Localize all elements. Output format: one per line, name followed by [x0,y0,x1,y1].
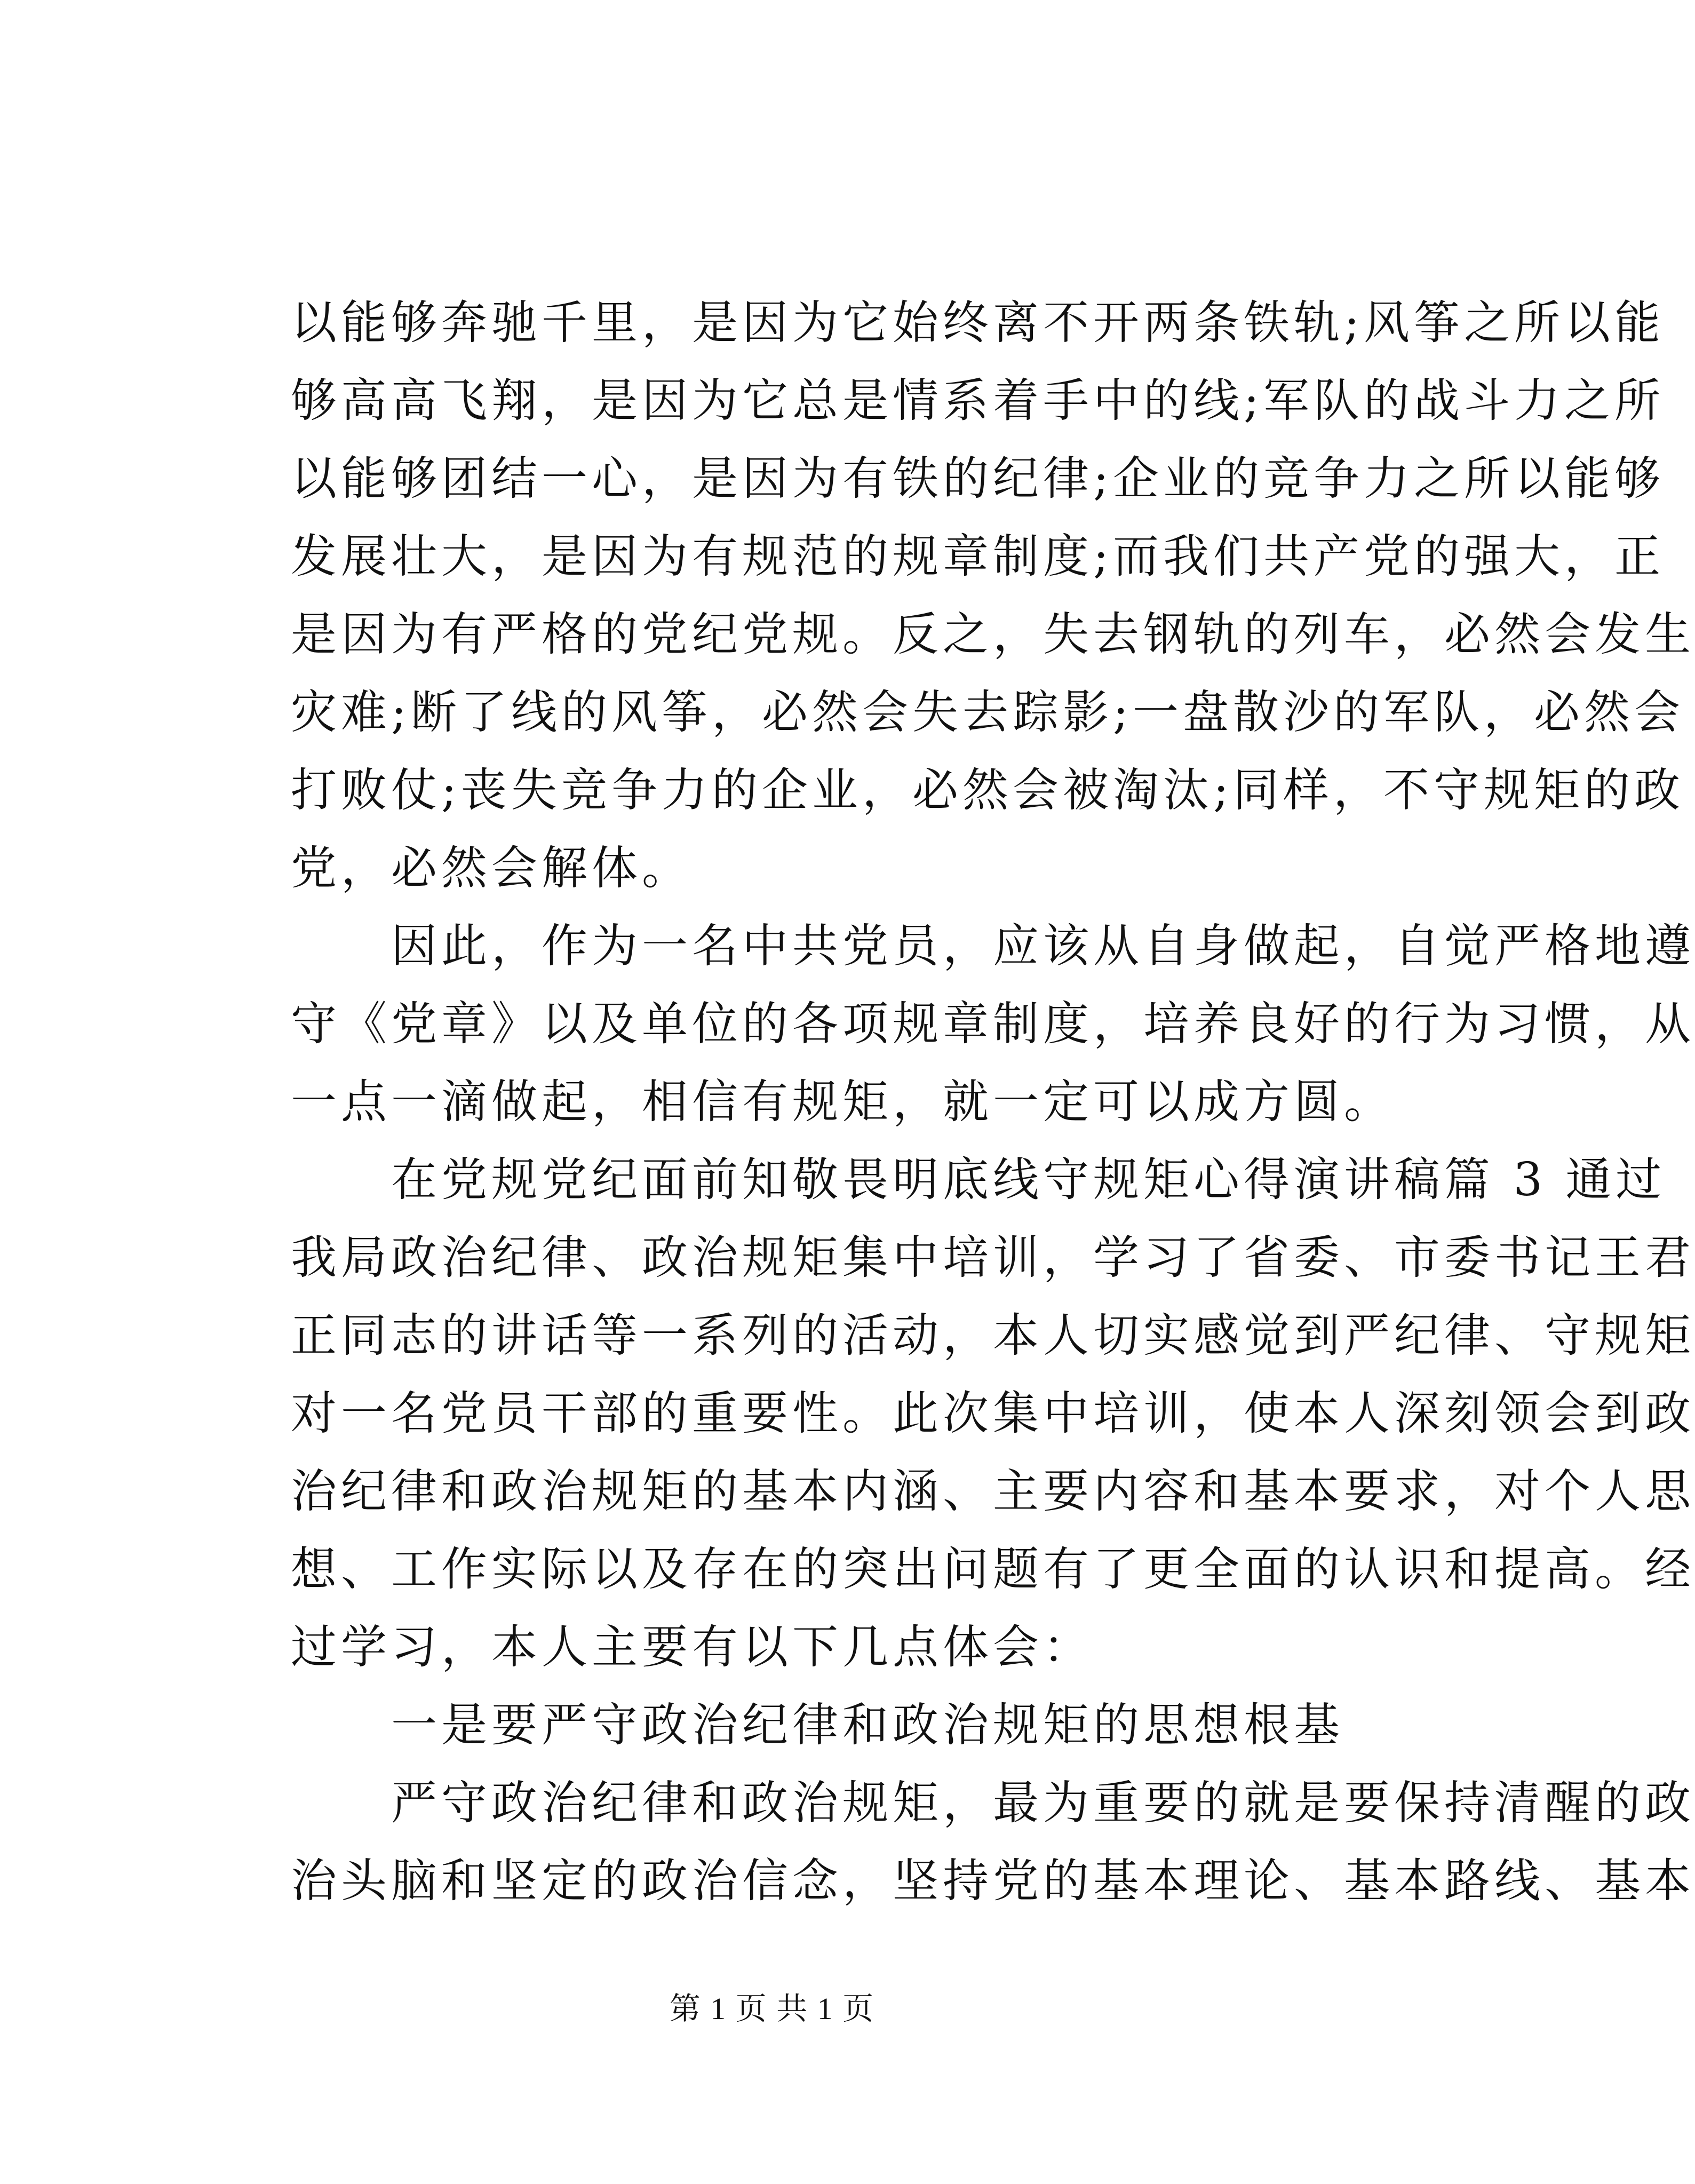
text-line-20: 严守政治纪律和政治规矩，最为重要的就是要保持清醒的政 [291,1776,1695,1830]
text-line-9: 因此，作为一名中共党员，应该从自身做起，自觉严格地遵 [291,919,1695,973]
text-line-15: 对一名党员干部的重要性。此次集中培训，使本人深刻领会到政 [291,1387,1695,1440]
text-line-1: 以能够奔驰千里，是因为它始终离不开两条铁轨;风筝之所以能 [291,296,1665,350]
text-line-13: 我局政治纪律、政治规矩集中培训，学习了省委、市委书记王君 [291,1231,1695,1284]
text-line-12: 在党规党纪面前知敬畏明底线守规矩心得演讲稿篇 3 通过 [291,1153,1666,1206]
text-line-5: 是因为有严格的党纪党规。反之，失去钢轨的列车，必然会发生 [291,608,1695,661]
text-line-10: 守《党章》以及单位的各项规章制度，培养良好的行为习惯，从 [291,997,1695,1051]
text-line-4: 发展壮大，是因为有规范的规章制度;而我们共产党的强大，正 [291,530,1665,583]
text-line-7: 打败仗;丧失竞争力的企业，必然会被淘汰;同样，不守规矩的政 [291,764,1684,817]
text-line-17: 想、工作实际以及存在的突出问题有了更全面的认识和提高。经 [291,1543,1695,1596]
text-line-16: 治纪律和政治规矩的基本内涵、主要内容和基本要求，对个人思 [291,1465,1695,1518]
section-heading-line: 一是要严守政治纪律和政治规矩的思想根基 [291,1698,1344,1752]
page-footer: 第 1 页 共 1 页 [669,1991,875,2026]
text-line-14: 正同志的讲话等一系列的活动，本人切实感觉到严纪律、守规矩 [291,1309,1695,1362]
text-line-2: 够高高飞翔，是因为它总是情系着手中的线;军队的战斗力之所 [291,374,1665,427]
text-line-21: 治头脑和坚定的政治信念，坚持党的基本理论、基本路线、基本 [291,1854,1695,1908]
text-line-18: 过学习，本人主要有以下几点体会： [291,1621,1093,1674]
text-line-8: 党，必然会解体。 [291,841,692,895]
text-line-3: 以能够团结一心，是因为有铁的纪律;企业的竞争力之所以能够 [291,452,1665,505]
text-line-11: 一点一滴做起，相信有规矩，就一定可以成方圆。 [291,1075,1394,1129]
text-line-6: 灾难;断了线的风筝，必然会失去踪影;一盘散沙的军队，必然会 [291,686,1684,739]
